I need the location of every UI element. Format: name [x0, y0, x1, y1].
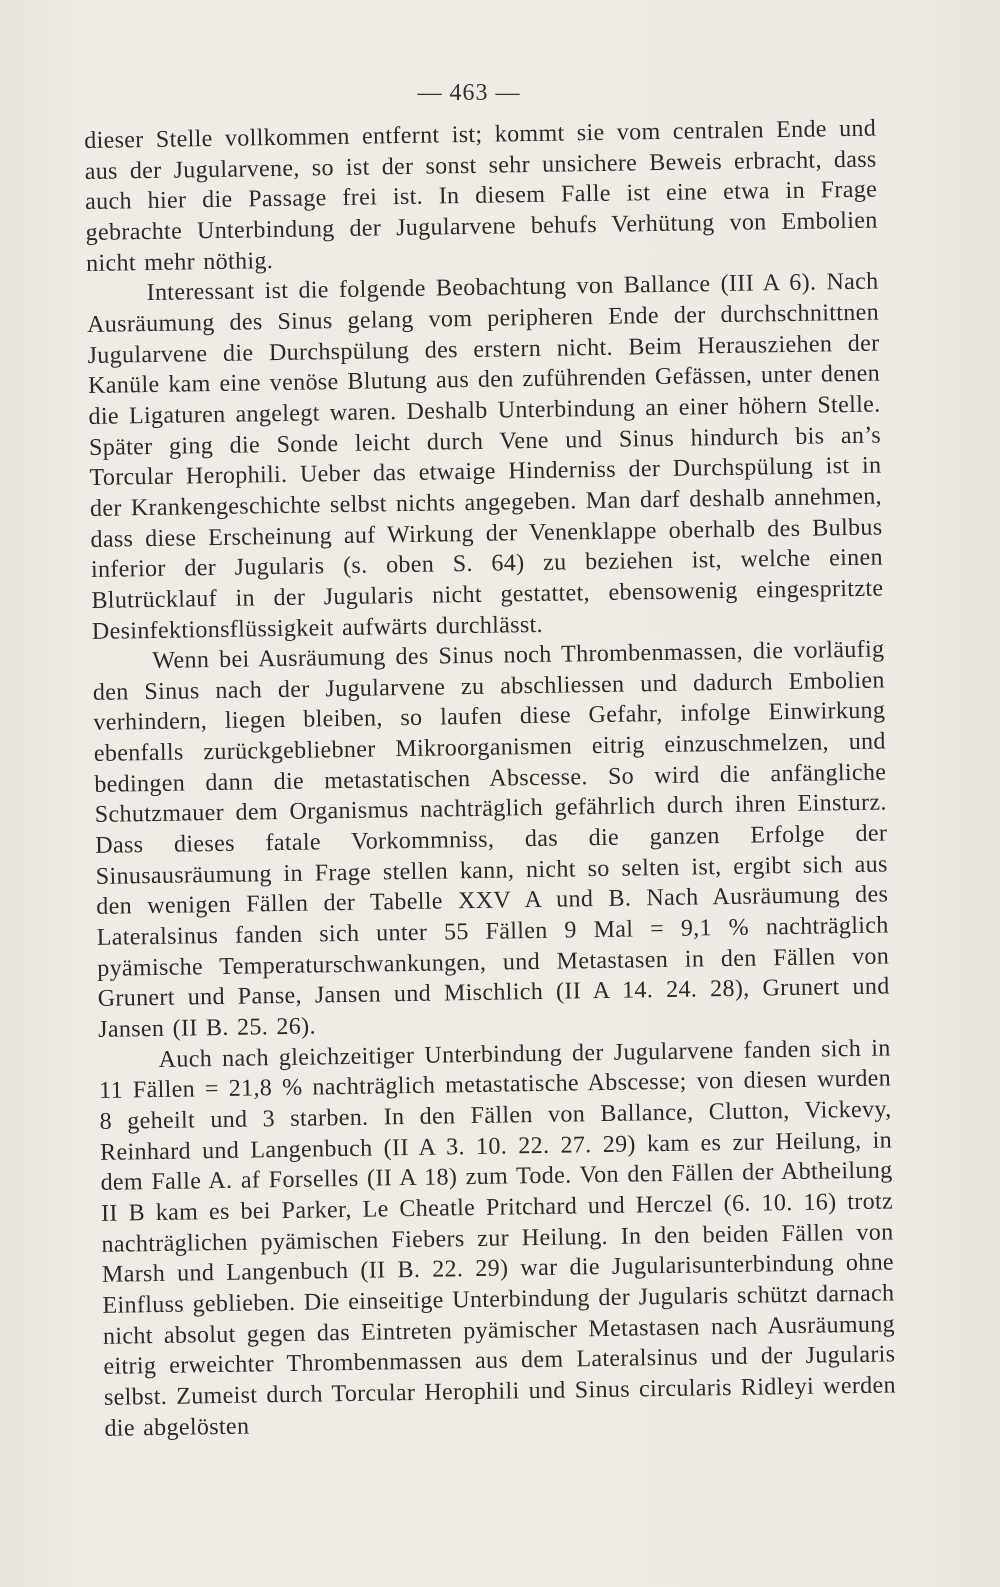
paragraph-1: dieser Stelle vollkommen entfernt ist; kommt sie vom centralen Ende und aus der Jugularvene, so ist der sonst sehr unsichere Beweis erbracht, dass auch hier die Passage frei ist. In diesem Falle ist eine etwa in Frage gebrachte Unterbindung der Jugularvene behufs Verhütung von Embolien nicht mehr nöthig.: [84, 115, 878, 277]
body-text: [84, 114, 897, 1444]
page-number: — 463 —: [417, 80, 521, 106]
paragraph-3: Wenn bei Ausräumung des Sinus noch Thrombenmassen, die vorläufig den Sinus nach der Jugularvene zu abschliessen und dadurch Embolien verhindern, liegen bleiben, so laufen diese Gefahr, infolge Einwirkung ebenfalls zurückgebliebner Mikroorganismen eitrig einzuschmelzen, und bedingen dann die metastatischen Abscesse. So wird die anfängliche Schutzmauer dem Organismus nachträglich gefährlich durch ihren Einsturz. Dass dieses fatale Vorkommniss, das die ganzen Erfolge der Sinusausräumung in Frage stellen kann, nicht so selten ist, ergibt sich aus den wenigen Fällen der Tabelle XXV A und B. Nach Ausräumung des Lateralsinus fanden sich unter 55 Fällen 9 Mal = 9,1 % nachträglich pyämische Temperaturschwankungen, und Metastasen in den Fällen von Grunert und Panse, Jansen und Mischlich (II A 14. 24. 28), Grunert und Jansen (II B. 25. 26).: [92, 636, 890, 1043]
paragraph-4: Auch nach gleichzeitiger Unterbindung der Jugularvene fanden sich in 11 Fällen = 21,8 % nachträglich metastatische Abscesse; von diesen wurden 8 geheilt und 3 starben. In den Fällen von Ballance, Clutton, Vickevy, Reinhard und Langenbuch (II A 3. 10. 22. 27. 29) kam es zur Heilung, in dem Falle A. af Forselles (II A 18) zum Tode. Von den Fällen der Abtheilung II B kam es bei Parker, Le Cheatle Pritchard und Herczel (6. 10. 16) trotz nachträglichen pyämischen Fiebers zur Heilung. In den beiden Fällen von Marsh und Langenbuch (II B. 22. 29) war die Jugularisunterbindung ohne Einfluss geblieben. Die einseitige Unterbindung der Jugularis schützt darnach nicht absolut gegen das Eintreten pyämischer Metastasen nach Ausräumung eitrig erweichter Thrombenmassen aus dem Lateralsinus und der Jugularis selbst. Zumeist durch Torcular Herophili und Sinus circularis Ridleyi werden die abgelösten: [98, 1035, 897, 1442]
paragraph-2: Interessant ist die folgende Beobachtung von Ballance (III A 6). Nach Ausräumung des Sinus gelang vom peripheren Ende der durchschnittnen Jugularvene die Durchspülung des erstern nicht. Beim Herausziehen der Kanüle kam eine venöse Blutung aus den zuführenden Gefässen, unter denen die Ligaturen angelegt waren. Deshalb Unterbindung an einer höhern Stelle. Später ging die Sonde leicht durch Vene und Sinus hindurch bis an’s Torcular Herophili. Ueber das etwaige Hinderniss der Durchspülung ist in der Krankengeschichte selbst nichts angegeben. Man darf deshalb annehmen, dass diese Erscheinung auf Wirkung der Venenklappe oberhalb des Bulbus inferior der Jugularis (s. oben S. 64) zu beziehen ist, welche einen Blutrücklauf in der Jugularis nicht gestattet, ebensowenig eingespritzte Desinfektionsflüssigkeit aufwärts durchlässt.: [86, 268, 884, 645]
